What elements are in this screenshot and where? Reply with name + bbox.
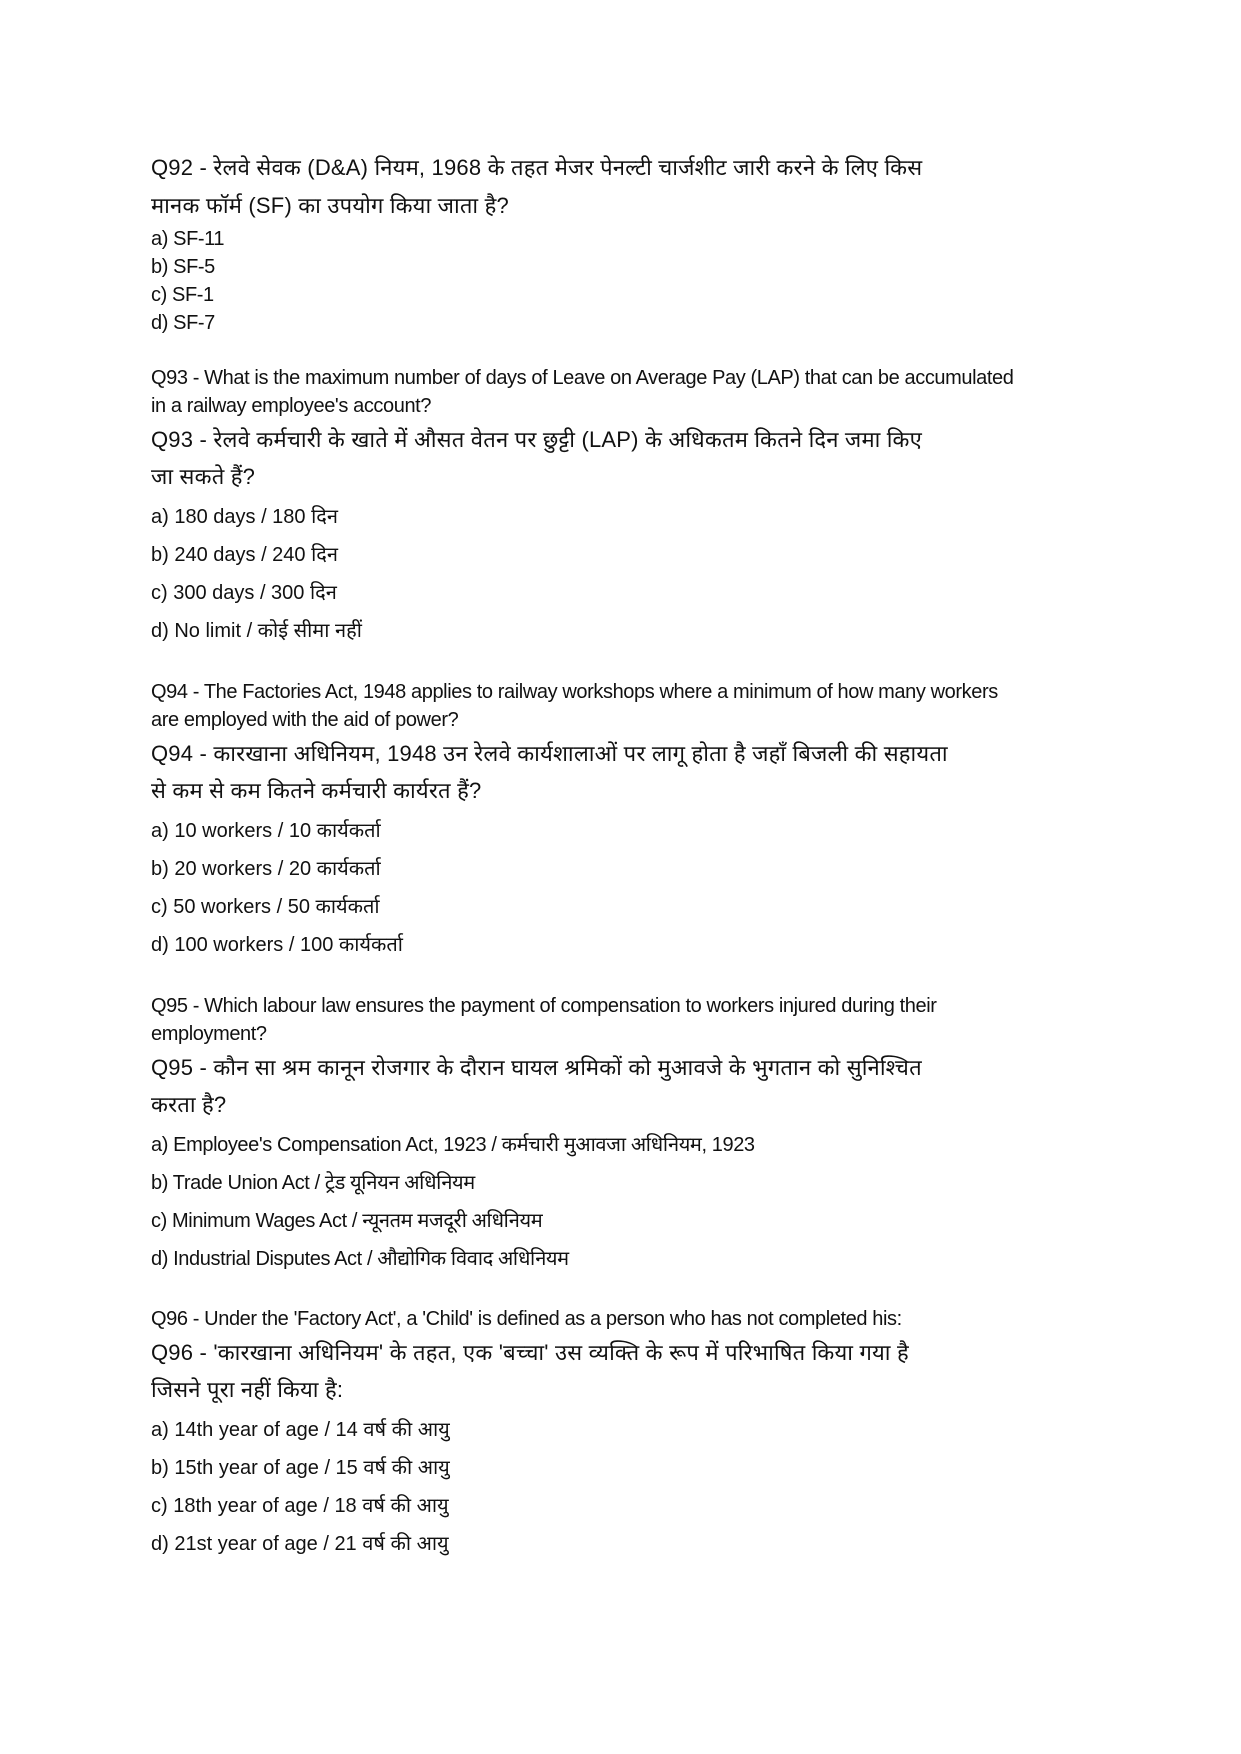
question-english-line: in a railway employee's account? (151, 395, 432, 417)
question-hindi-line: Q95 - कौन सा श्रम कानून रोजगार के दौरान घायल श्रमिकों को मुआवजे के भुगतान को सुनिश्चित (151, 1055, 922, 1080)
option-c: c) Minimum Wages Act / न्यूनतम मजदूरी अधिनियम (151, 1210, 543, 1232)
question-hindi-line: Q93 - रेलवे कर्मचारी के खाते में औसत वेतन पर छुट्टी (LAP) के अधिकतम कितने दिन जमा किए (151, 427, 922, 452)
question-hindi-line: करता है? (151, 1092, 227, 1117)
option-d: d) 100 workers / 100 कार्यकर्ता (151, 934, 403, 956)
option-b: b) 20 workers / 20 कार्यकर्ता (151, 858, 381, 880)
question-hindi-line: जिसने पूरा नहीं किया है: (151, 1377, 344, 1402)
option-a: a) 180 days / 180 दिन (151, 506, 339, 528)
option-d: d) SF-7 (151, 312, 215, 334)
question-hindi-line: Q92 - रेलवे सेवक (D&A) नियम, 1968 के तहत मेजर पेनल्टी चार्जशीट जारी करने के लिए किस (151, 155, 923, 180)
question-english-line: Q96 - Under the 'Factory Act', a 'Child' is defined as a person who has not completed his: (151, 1308, 902, 1330)
question-english-line: Q95 - Which labour law ensures the payment of compensation to workers injured during their (151, 995, 937, 1017)
option-d: d) Industrial Disputes Act / औद्योगिक विवाद अधिनियम (151, 1248, 569, 1270)
option-a: a) SF-11 (151, 228, 225, 250)
question-hindi-line: Q94 - कारखाना अधिनियम, 1948 उन रेलवे कार्यशालाओं पर लागू होता है जहाँ बिजली की सहायता (151, 741, 948, 766)
question-hindi-line: Q96 - 'कारखाना अधिनियम' के तहत, एक 'बच्चा' उस व्यक्ति के रूप में परिभाषित किया गया है (151, 1340, 909, 1365)
question-english-line: Q93 - What is the maximum number of days of Leave on Average Pay (LAP) that can be accumulated (151, 367, 1014, 389)
option-d: d) No limit / कोई सीमा नहीं (151, 620, 362, 642)
option-c: c) SF-1 (151, 284, 214, 306)
option-a: a) 14th year of age / 14 वर्ष की आयु (151, 1419, 450, 1441)
option-a: a) 10 workers / 10 कार्यकर्ता (151, 820, 381, 842)
question-hindi-line: जा सकते हैं? (151, 464, 256, 489)
option-d: d) 21st year of age / 21 वर्ष की आयु (151, 1533, 449, 1555)
option-a: a) Employee's Compensation Act, 1923 / कर्मचारी मुआवजा अधिनियम, 1923 (151, 1134, 755, 1156)
option-b: b) 15th year of age / 15 वर्ष की आयु (151, 1457, 450, 1479)
question-hindi-line: मानक फॉर्म (SF) का उपयोग किया जाता है? (151, 193, 509, 218)
option-c: c) 300 days / 300 दिन (151, 582, 337, 604)
question-english-line: are employed with the aid of power? (151, 709, 459, 731)
option-c: c) 18th year of age / 18 वर्ष की आयु (151, 1495, 449, 1517)
option-b: b) 240 days / 240 दिन (151, 544, 339, 566)
question-hindi-line: से कम से कम कितने कर्मचारी कार्यरत हैं? (151, 778, 482, 803)
option-b: b) Trade Union Act / ट्रेड यूनियन अधिनियम (151, 1172, 475, 1194)
option-c: c) 50 workers / 50 कार्यकर्ता (151, 896, 380, 918)
option-b: b) SF-5 (151, 256, 215, 278)
question-english-line: employment? (151, 1023, 267, 1045)
question-english-line: Q94 - The Factories Act, 1948 applies to railway workshops where a minimum of how many workers (151, 681, 998, 703)
